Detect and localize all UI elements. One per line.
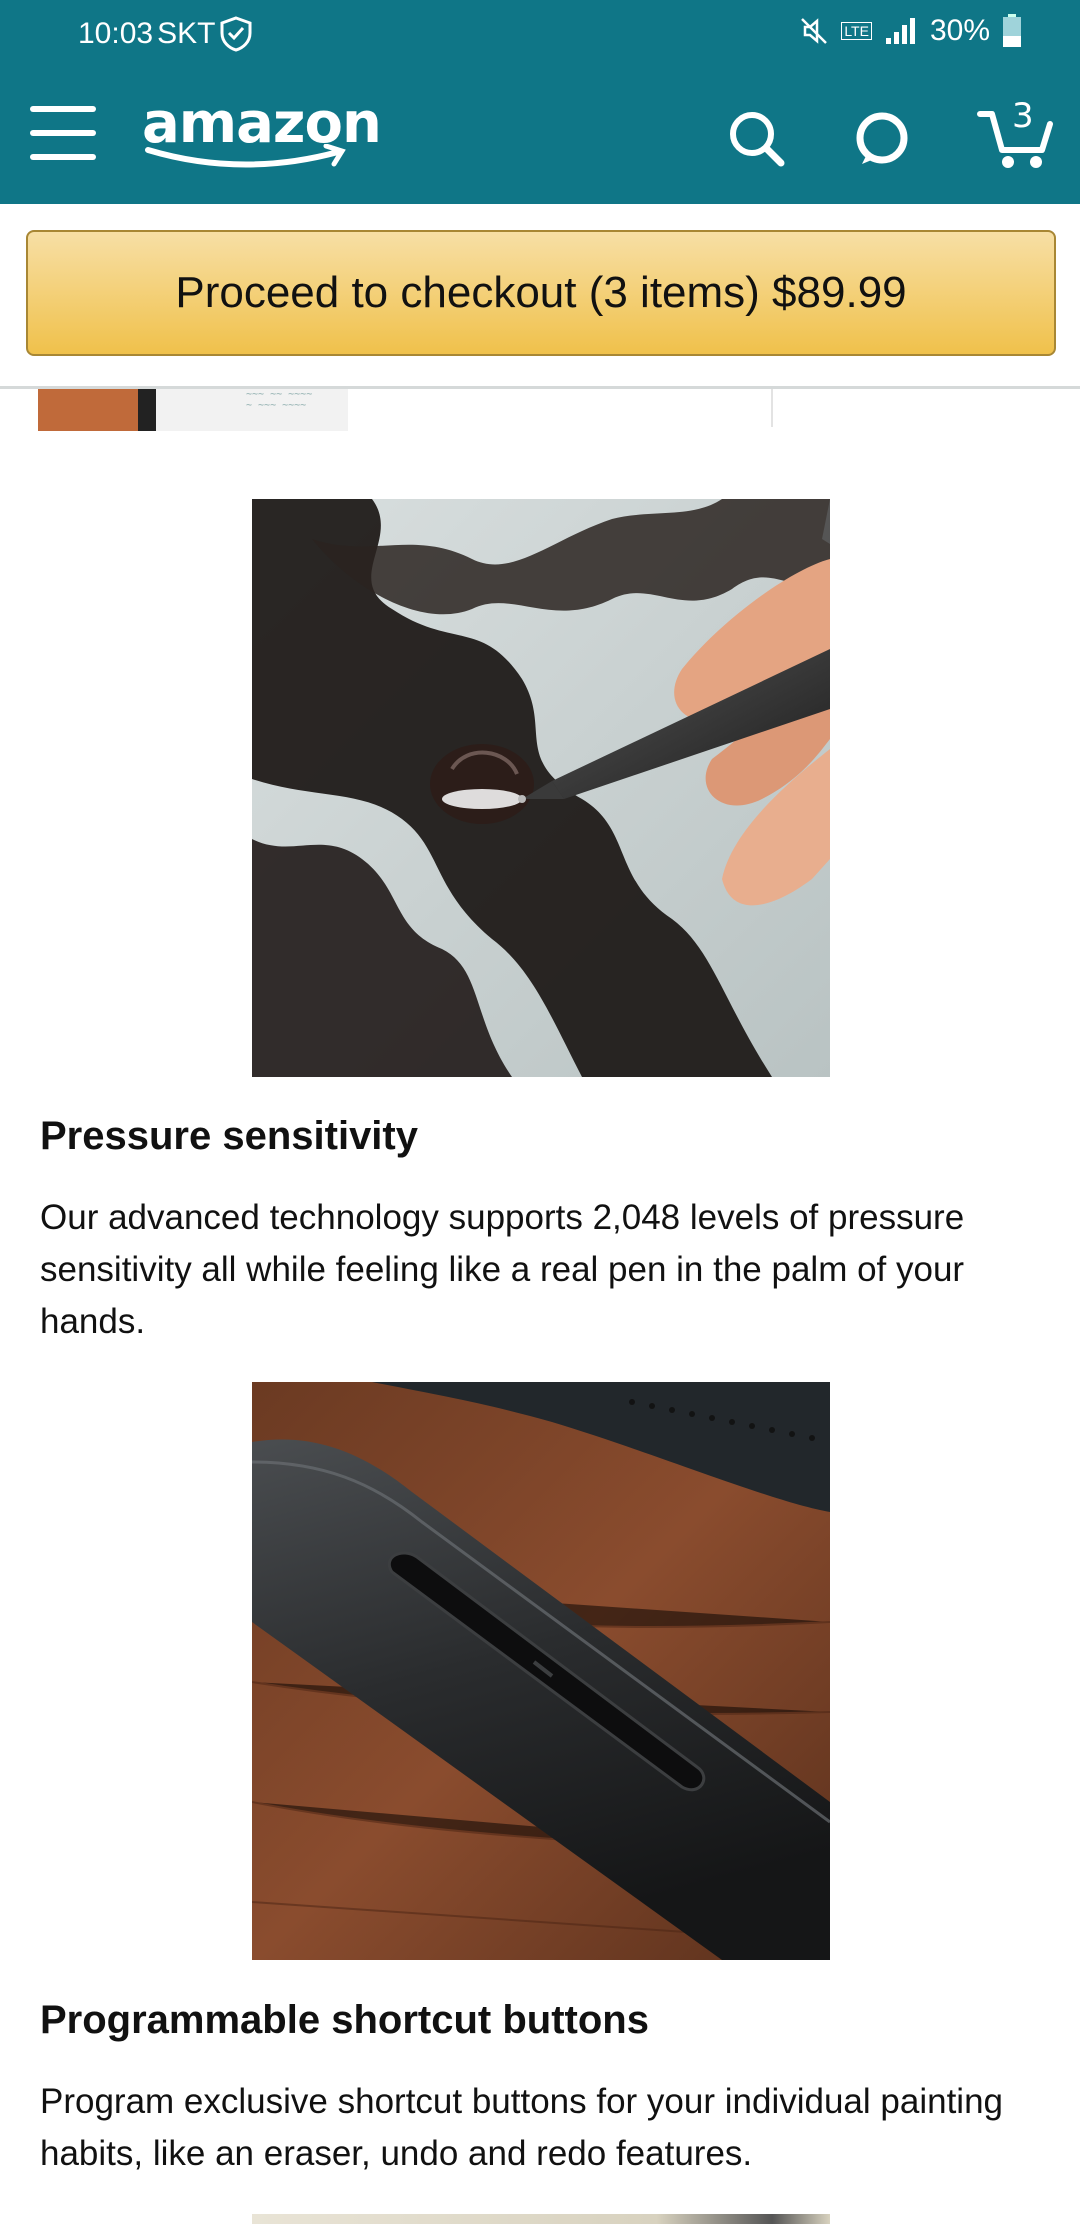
app-header: [0, 72, 1080, 204]
menu-line: [30, 154, 96, 160]
menu-icon[interactable]: [30, 106, 96, 160]
next-feature-image: [252, 2214, 830, 2224]
alexa-icon[interactable]: [852, 108, 912, 168]
feature-title: Pressure sensitivity: [40, 1114, 418, 1158]
checkout-bar: [0, 204, 1080, 389]
status-right: [799, 14, 1022, 48]
menu-line: [30, 106, 96, 112]
shield-icon: [219, 16, 253, 52]
feature-description: Our advanced technology supports 2,048 levels of pressure sensitivity all while feeling like a real pen in the palm of your hands.: [40, 1198, 965, 1341]
logo-smile: [142, 144, 372, 174]
status-carrier: SKT: [157, 17, 216, 50]
battery-icon: [1002, 14, 1022, 48]
amazon-logo[interactable]: [142, 91, 381, 180]
status-bar: [0, 0, 1080, 72]
cart-count-badge: 3: [1012, 96, 1034, 136]
pen-buttons-illustration: [252, 1382, 830, 1960]
mute-icon: [799, 16, 829, 46]
logo-text: amazon: [142, 91, 381, 156]
network-type-icon: LTE: [841, 22, 872, 40]
previous-product-image: [38, 389, 348, 431]
signal-icon: [884, 16, 918, 46]
menu-line: [30, 130, 96, 136]
thumb-texture: ~~~ ~~ ~~~~ ~ ~~~ ~~~~: [246, 389, 313, 411]
feature-description: Program exclusive shortcut buttons for your individual painting habits, like an eraser, undo and redo features.: [40, 2082, 1003, 2173]
feature-title: Programmable shortcut buttons: [40, 1998, 649, 2042]
column-divider: [771, 389, 773, 427]
status-left: [78, 16, 253, 52]
pen-drawing-illustration: [252, 499, 830, 1077]
proceed-to-checkout-button[interactable]: Proceed to checkout (3 items) $89.99: [26, 230, 1056, 356]
pressure-sensitivity-image: [252, 499, 830, 1077]
shortcut-buttons-image: [252, 1382, 830, 1960]
status-time: 10:03: [78, 17, 154, 50]
battery-percent: 30%: [929, 14, 990, 47]
search-icon[interactable]: [726, 108, 786, 168]
